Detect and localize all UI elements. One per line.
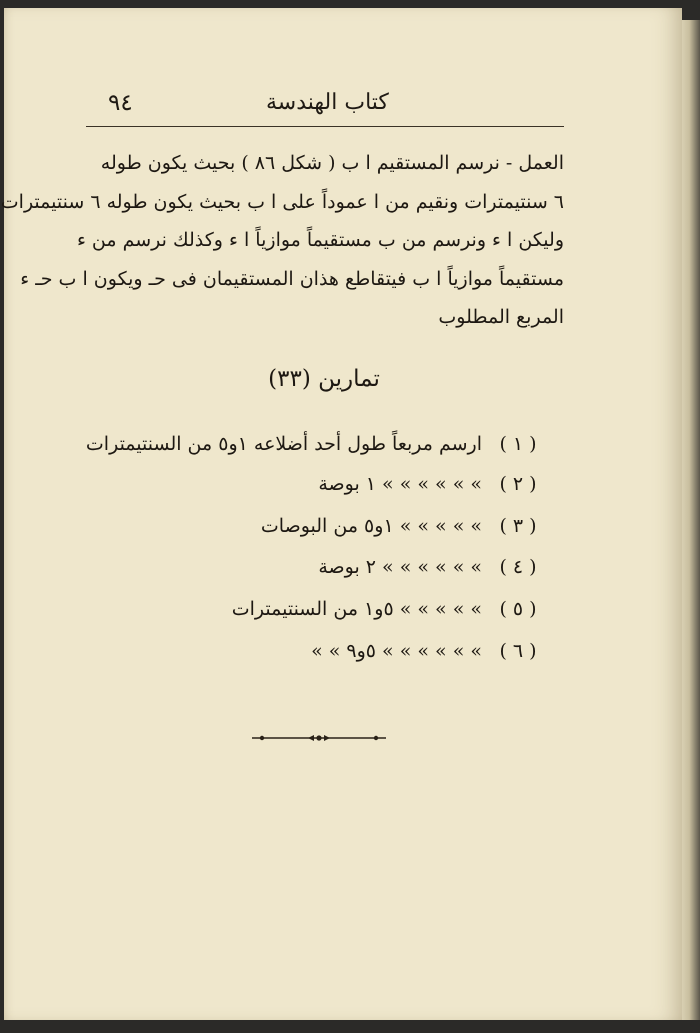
exercise-text: » » » » » ٥و١ من السنتيمترات xyxy=(231,598,482,620)
exercise-item xyxy=(94,473,544,509)
exercise-text: » » » » » » ٢ بوصة xyxy=(318,556,482,578)
body-line: وليكن ا ء ونرسم من ب مستقيماً موازياً ا ء وكذلك نرسم من ء xyxy=(76,229,564,251)
page-edge xyxy=(682,20,700,1020)
body-line: مستقيماً موازياً ا ب فيتقاطع هذان المستقيمان فى حـ ويكون ا ب حـ ء xyxy=(20,267,564,290)
page-number: ٩٤ xyxy=(108,90,133,116)
exercise-text: ارسم مربعاً طول أحد أضلاعه ١و٥ من السنتيمترات xyxy=(85,433,482,455)
exercise-item xyxy=(94,640,544,676)
exercise-text: » » » » » ١و٥ من البوصات xyxy=(260,515,482,537)
exercise-item xyxy=(94,515,544,551)
body-line: المربع المطلوب xyxy=(438,306,564,328)
exercise-item xyxy=(85,433,544,469)
exercises-title: تمارين (٣٣) xyxy=(268,366,380,392)
exercise-number: ( ٦ ) xyxy=(499,640,537,662)
exercise-item xyxy=(94,556,544,592)
page-header xyxy=(86,84,564,127)
exercise-number: ( ٤ ) xyxy=(499,556,537,578)
exercise-number: ( ٣ ) xyxy=(499,515,537,537)
exercise-text: » » » » » » ١ بوصة xyxy=(318,473,482,495)
book-page xyxy=(0,8,682,1020)
body-paragraph xyxy=(0,144,564,337)
running-title: كتاب الهندسة xyxy=(266,90,389,115)
body-line: ٦ سنتيمترات ونقيم من ا عموداً على ا ب بحيث يكون طوله ٦ سنتيمترات xyxy=(0,190,564,213)
exercise-item xyxy=(94,598,544,634)
exercise-number: ( ٢ ) xyxy=(499,473,537,495)
exercise-text: » » » » » » ٥و٩ » » xyxy=(311,640,482,662)
body-line: العمل - نرسم المستقيم ا ب ( شكل ٨٦ ) بحيث يكون طوله xyxy=(100,152,564,174)
exercise-number: ( ١ ) xyxy=(499,433,537,455)
end-ornament xyxy=(248,732,390,744)
exercise-number: ( ٥ ) xyxy=(499,598,537,620)
